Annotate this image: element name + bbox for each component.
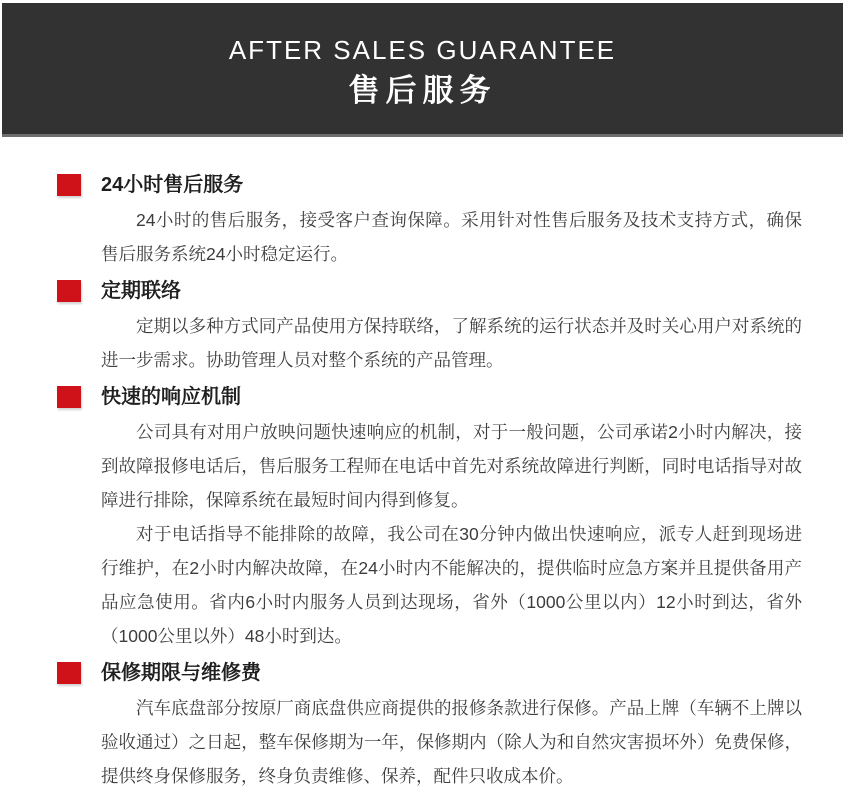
- section-quick-response: [57, 385, 802, 653]
- banner-title-zh: 售后服务: [348, 73, 497, 108]
- section-header: [57, 385, 802, 409]
- red-square-icon: [57, 386, 81, 408]
- section-header: [57, 661, 802, 685]
- section-heading: 24小时售后服务: [101, 174, 244, 196]
- section-heading: 保修期限与维修费: [101, 662, 261, 684]
- paragraph: 定期以多种方式同产品使用方保持联络，了解系统的运行状态并及时关心用户对系统的进一步需求。协助管理人员对整个系统的产品管理。: [101, 316, 802, 370]
- paragraph: 对于电话指导不能排除的故障，我公司在30分钟内做出快速响应，派专人赶到现场进行维护，在2小时内解决故障，在24小时内不能解决的，提供临时应急方案并且提供备用产品应急使用。省内6小时内服务人员到达现场，省外（1000公里以内）12小时到达，省外（1000公里以外）48小时到达。: [101, 524, 802, 646]
- red-square-icon: [57, 174, 81, 196]
- header-banner: [2, 3, 843, 137]
- red-square-icon: [57, 280, 81, 302]
- section-heading: 快速的响应机制: [101, 386, 241, 408]
- section-header: [57, 279, 802, 303]
- section-body: [101, 691, 802, 793]
- page: [0, 3, 850, 793]
- section-heading: 定期联络: [101, 280, 181, 302]
- banner-title-en: AFTER SALES GUARANTEE: [228, 35, 617, 65]
- section-header: [57, 173, 802, 197]
- paragraph: 汽车底盘部分按原厂商底盘供应商提供的报修条款进行保修。产品上牌（车辆不上牌以验收通过）之日起，整车保修期为一年，保修期内（除人为和自然灾害损坏外）免费保修，提供终身保修服务，终身负责维修、保养，配件只收成本价。: [101, 698, 802, 786]
- section-body: [101, 415, 802, 653]
- section-body: [101, 203, 802, 271]
- section-body: [101, 309, 802, 377]
- paragraph: 公司具有对用户放映问题快速响应的机制，对于一般问题，公司承诺2小时内解决，接到故障报修电话后，售后服务工程师在电话中首先对系统故障进行判断，同时电话指导对故障进行排除，保障系统在最短时间内得到修复。: [101, 422, 802, 510]
- section-warranty: [57, 661, 802, 793]
- section-regular-contact: [57, 279, 802, 377]
- red-square-icon: [57, 662, 81, 684]
- paragraph: 24小时的售后服务，接受客户查询保障。采用针对性售后服务及技术支持方式，确保售后服务系统24小时稳定运行。: [101, 210, 802, 264]
- section-24h-service: [57, 173, 802, 271]
- content-area: [0, 137, 850, 793]
